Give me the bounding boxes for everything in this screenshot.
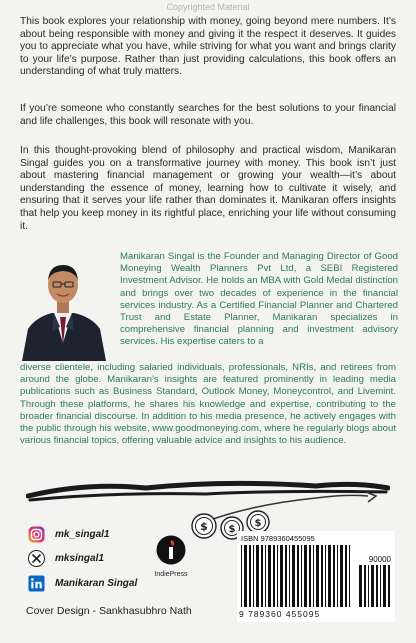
barcode-bar <box>292 545 295 607</box>
publisher-logo <box>146 535 196 578</box>
barcode-bar <box>345 545 347 607</box>
barcode-bar <box>244 545 247 607</box>
barcode-bar <box>368 565 369 607</box>
barcode-bar <box>268 545 271 607</box>
linkedin-name: Manikaran Singal <box>55 578 138 589</box>
dollar-coin-icon <box>247 511 269 533</box>
barcode-digits: 9 789360 455095 <box>239 609 321 619</box>
barcode-bar <box>256 545 259 607</box>
author-bio-top: Manikaran Singal is the Founder and Managing Director of Good Moneying Wealth Planners Pvt Ltd, a SEBI Registered Investment Advisor. He holds an MBA with Gold Medal distinction and brings over two decades of experience in the financial services industry. As a Certified Financial Planner and Chartered Trust and Estate Planner, Manikaran specializes in comprehensive financial planning and investment advisory services. His expertise caters to a <box>120 251 398 348</box>
barcode-bar <box>301 545 302 607</box>
barcode-bar <box>249 545 251 607</box>
cover-design-credit: Cover Design - Sankhasubhro Nath <box>26 605 192 617</box>
linkedin-icon <box>28 575 45 592</box>
barcode-bar <box>304 545 307 607</box>
author-photo <box>14 247 112 361</box>
barcode-bar <box>340 545 343 607</box>
isbn-barcode <box>237 531 395 622</box>
barcode-bar <box>273 545 275 607</box>
barcode-bar <box>337 545 338 607</box>
svg-text:$: $ <box>200 520 208 533</box>
isbn-label: ISBN 9789360455095 <box>241 534 315 543</box>
barcode-bar <box>383 565 386 607</box>
barcode-bar <box>325 545 326 607</box>
blurb-paragraph-3: In this thought-provoking blend of philosophy and practical wisdom, Manikaran Singal guides you on a transformative journey with money. This book isn’t just about mastering financial management or growing your wealth—it’s about understanding the essence of money, learning how to cultivate it wisely, and ensuring that it serves your life rather than dominates it. Manikaran offers insights that help you keep money in its rightful place, enriching your life without consuming it. <box>20 145 396 232</box>
social-x <box>28 550 104 567</box>
price-code: 90000 <box>368 555 391 564</box>
barcode-bar <box>376 565 378 607</box>
barcode-bar <box>328 545 331 607</box>
barcode-bar <box>364 565 366 607</box>
x-handle: mksingal1 <box>55 553 104 564</box>
social-instagram <box>28 526 109 543</box>
barcode-bar <box>280 545 283 607</box>
barcode-bar <box>313 545 314 607</box>
blurb-paragraph-1: This book explores your relationship with money, going beyond mere numbers. It’s about being responsible with money and giving it the respect it deserves. It guides you to appreciate what you have, while striving for what you want and brings clarity to your life’s purpose. Rather than just providing calculations, this book offers an understanding of what truly matters. <box>20 16 396 78</box>
instagram-handle: mk_singal1 <box>55 529 110 540</box>
barcode-bar <box>261 545 263 607</box>
publisher-name: IndiePress <box>154 571 188 578</box>
barcode-bar <box>349 545 350 607</box>
barcode-bar <box>359 565 362 607</box>
barcode-bar <box>297 545 299 607</box>
svg-text:$: $ <box>254 518 262 529</box>
social-linkedin <box>28 575 137 592</box>
addon-barcode-bars <box>359 565 391 607</box>
barcode-bar <box>321 545 323 607</box>
svg-text:$: $ <box>228 524 236 535</box>
instagram-icon <box>28 526 45 543</box>
barcode-bar <box>285 545 287 607</box>
barcode-bar <box>388 565 390 607</box>
barcode-bar <box>265 545 266 607</box>
barcode-bar <box>371 565 374 607</box>
barcode-bar <box>277 545 278 607</box>
barcode-bar <box>289 545 290 607</box>
author-bio-bottom: diverse clientele, including salaried individuals, professionals, NRIs, and retirees from around the globe. Manikaran’s insights are featured prominently in leading media publications such as Business Standard, Outlook Money, Moneycontrol, and Livemint. Through these platforms, he shares his knowledge and expertise, contributing to the broader financial discourse. In addition to his media presence, he actively engages with the public through his website, www.goodmoneying.com, where he regularly blogs about various financial topics, offering valuable advice and insights to his audience. <box>20 362 396 447</box>
barcode-bar <box>333 545 335 607</box>
barcode-bar <box>241 545 242 607</box>
blurb-paragraph-2: If you’re someone who constantly searches for the best solutions to your financial and life challenges, this book will resonate with you. <box>20 103 396 127</box>
barcode-bar <box>253 545 254 607</box>
indiepress-logo-icon <box>156 535 186 565</box>
barcode-bar <box>309 545 311 607</box>
barcode-bar <box>380 565 381 607</box>
barcode-bars <box>241 545 353 607</box>
barcode-bar <box>316 545 319 607</box>
copyright-watermark: Copyrighted Material <box>166 2 250 12</box>
x-logo-icon <box>28 550 45 567</box>
